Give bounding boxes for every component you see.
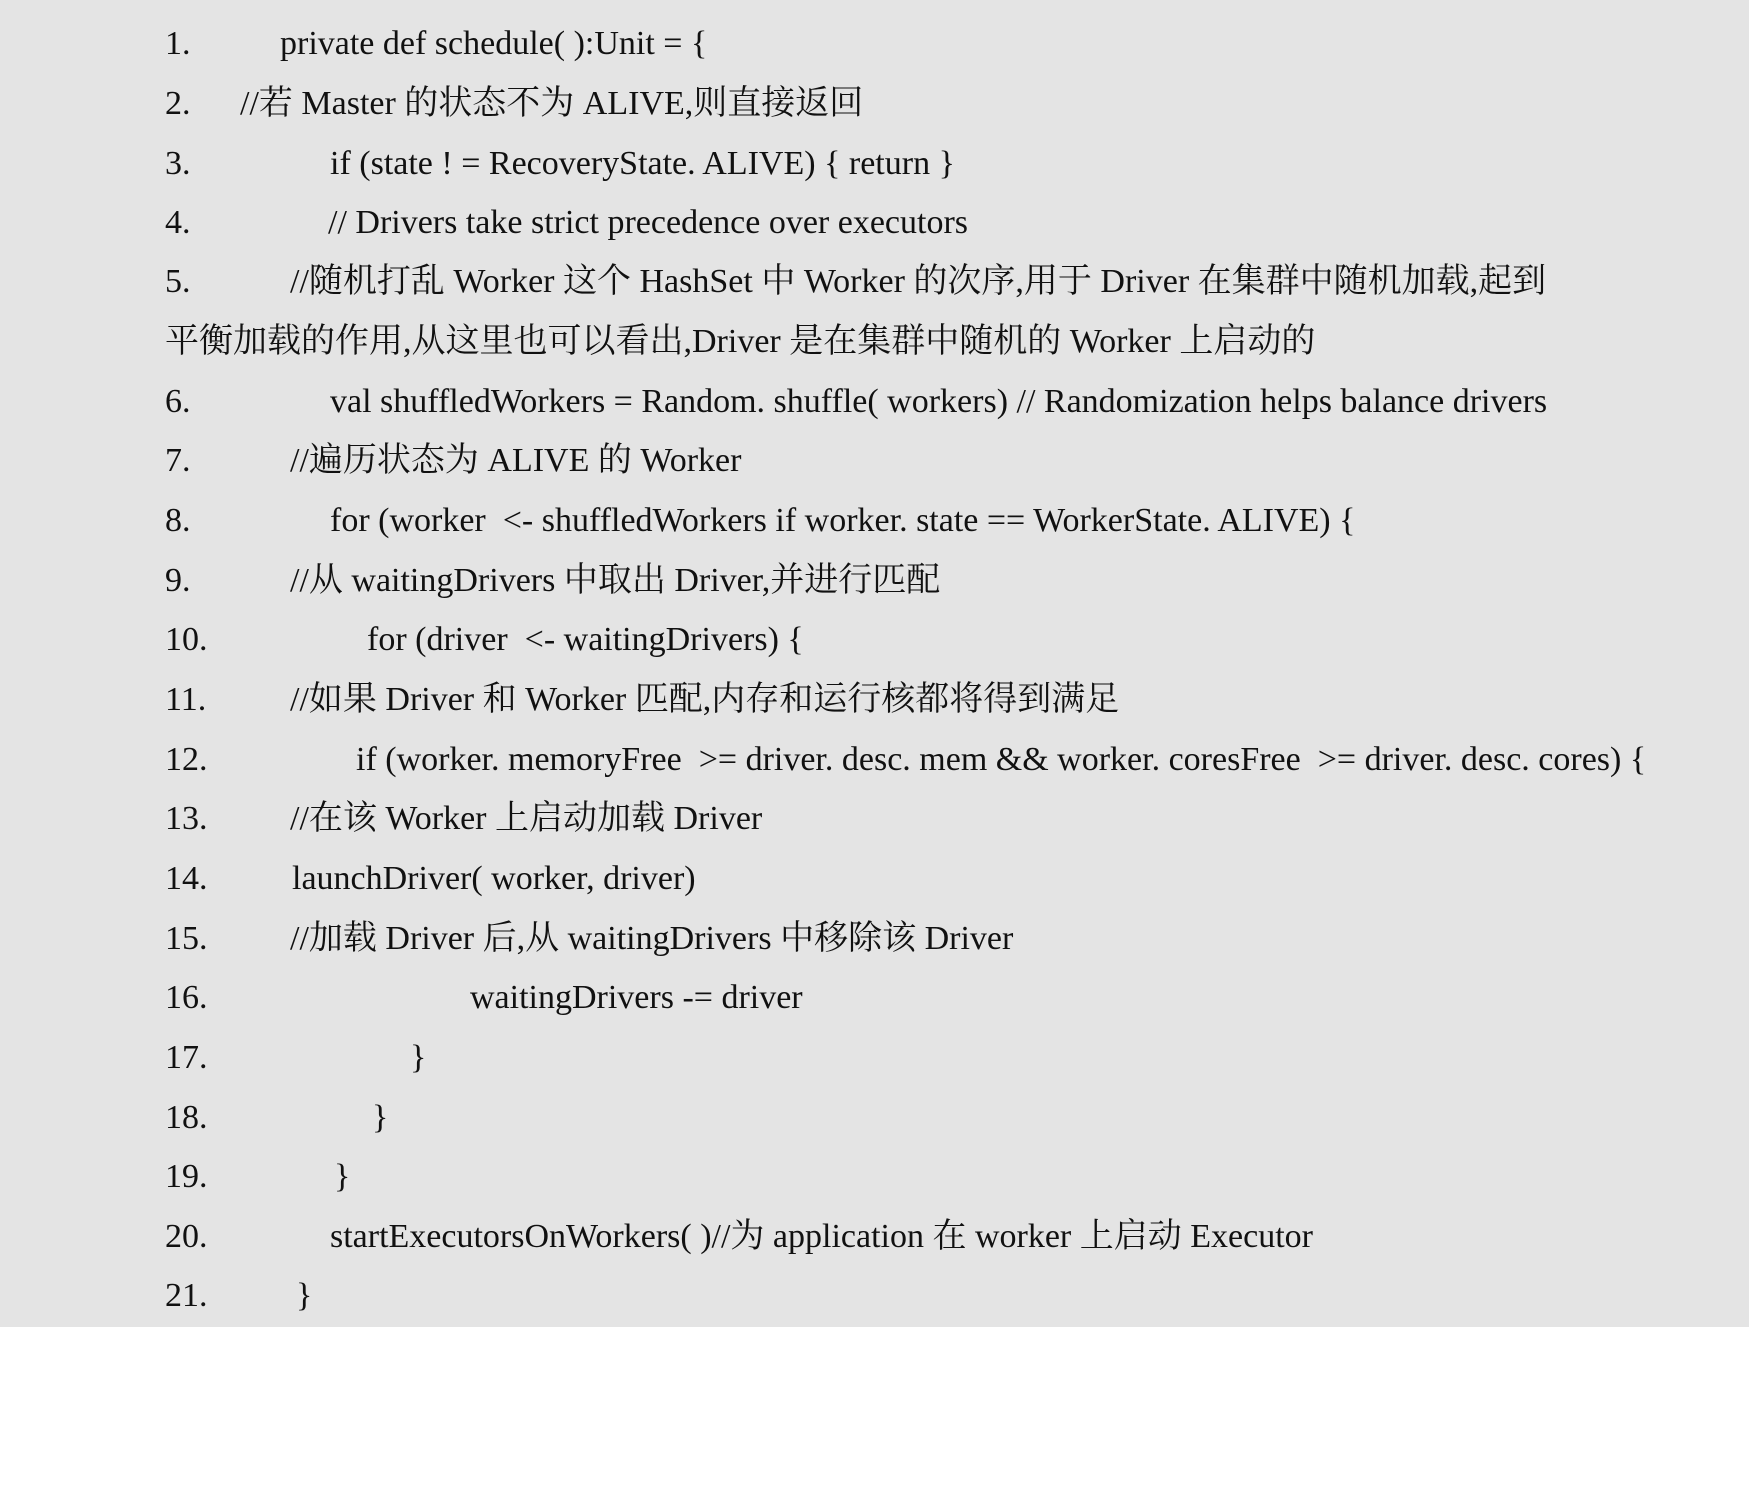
line-number: 15. xyxy=(165,920,208,957)
line-number: 13. xyxy=(165,800,208,837)
line-number: 17. xyxy=(165,1039,208,1076)
code-line-9 xyxy=(0,551,1749,611)
code-line-10 xyxy=(0,610,1749,670)
line-number: 4. xyxy=(165,204,191,241)
closing-brace: } xyxy=(372,1099,389,1136)
code-line-13 xyxy=(0,789,1749,849)
line-number: 20. xyxy=(165,1218,208,1255)
line-number: 12. xyxy=(165,741,208,778)
line-number: 9. xyxy=(165,562,191,599)
line-number: 6. xyxy=(165,383,191,420)
code-line-20 xyxy=(0,1207,1749,1267)
comment-text: //从 waitingDrivers 中取出 Driver,并进行匹配 xyxy=(290,562,941,599)
code-line-19 xyxy=(0,1147,1749,1207)
code-line-11 xyxy=(0,670,1749,730)
line-number: 8. xyxy=(165,502,191,539)
code-line-18 xyxy=(0,1088,1749,1148)
code-line-15 xyxy=(0,909,1749,969)
comment-continuation: 平衡加载的作用,从这里也可以看出,Driver 是在集群中随机的 Worker 上启动的 xyxy=(165,323,1316,360)
line-number: 18. xyxy=(165,1099,208,1136)
line-number: 21. xyxy=(165,1277,208,1314)
line-number: 1. xyxy=(165,25,191,62)
code-line-14 xyxy=(0,849,1749,909)
code-line-2 xyxy=(0,74,1749,134)
code-line-17 xyxy=(0,1028,1749,1088)
code-line-12 xyxy=(0,730,1749,790)
comment-text: //如果 Driver 和 Worker 匹配,内存和运行核都将得到满足 xyxy=(290,681,1120,718)
code-text: startExecutorsOnWorkers( )//为 application 在 worker 上启动 Executor xyxy=(330,1218,1313,1255)
line-number: 7. xyxy=(165,442,191,479)
code-text: launchDriver( worker, driver) xyxy=(292,860,696,897)
comment-text: // Drivers take strict precedence over executors xyxy=(328,204,969,241)
code-text: for (driver <- waitingDrivers) { xyxy=(367,621,804,658)
closing-brace: } xyxy=(334,1158,351,1195)
line-number: 5. xyxy=(165,263,191,300)
code-line-6 xyxy=(0,372,1749,432)
comment-text: //加载 Driver 后,从 waitingDrivers 中移除该 Driver xyxy=(290,920,1014,957)
comment-text: //随机打乱 Worker 这个 HashSet 中 Worker 的次序,用于 Driver 在集群中随机加载,起到 xyxy=(290,263,1547,300)
code-text: if (state ! = RecoveryState. ALIVE) { return } xyxy=(330,145,955,182)
code-line-8 xyxy=(0,491,1749,551)
code-text: for (worker <- shuffledWorkers if worker. state == WorkerState. ALIVE) { xyxy=(330,502,1356,539)
line-number: 19. xyxy=(165,1158,208,1195)
code-line-5 xyxy=(0,252,1749,372)
line-number: 11. xyxy=(165,681,207,718)
closing-brace: } xyxy=(410,1039,427,1076)
code-line-21 xyxy=(0,1266,1749,1326)
comment-text: //在该 Worker 上启动加载 Driver xyxy=(290,800,763,837)
code-text: private def schedule( ):Unit = { xyxy=(280,25,708,62)
code-line-16 xyxy=(0,968,1749,1028)
code-line-3 xyxy=(0,134,1749,194)
comment-text: //遍历状态为 ALIVE 的 Worker xyxy=(290,442,742,479)
line-number: 16. xyxy=(165,979,208,1016)
line-number: 3. xyxy=(165,145,191,182)
line-number: 2. xyxy=(165,85,191,122)
line-number: 10. xyxy=(165,621,208,658)
line-number: 14. xyxy=(165,860,208,897)
code-text: val shuffledWorkers = Random. shuffle( workers) // Randomization helps balance drivers xyxy=(330,383,1548,420)
code-text: if (worker. memoryFree >= driver. desc. mem && worker. coresFree >= driver. desc. cores) { xyxy=(356,741,1647,778)
code-line-1 xyxy=(0,14,1749,74)
code-line-7 xyxy=(0,431,1749,491)
code-line-4 xyxy=(0,193,1749,253)
comment-text: //若 Master 的状态不为 ALIVE,则直接返回 xyxy=(240,85,864,122)
code-text: waitingDrivers -= driver xyxy=(470,979,803,1016)
closing-brace: } xyxy=(296,1277,313,1314)
